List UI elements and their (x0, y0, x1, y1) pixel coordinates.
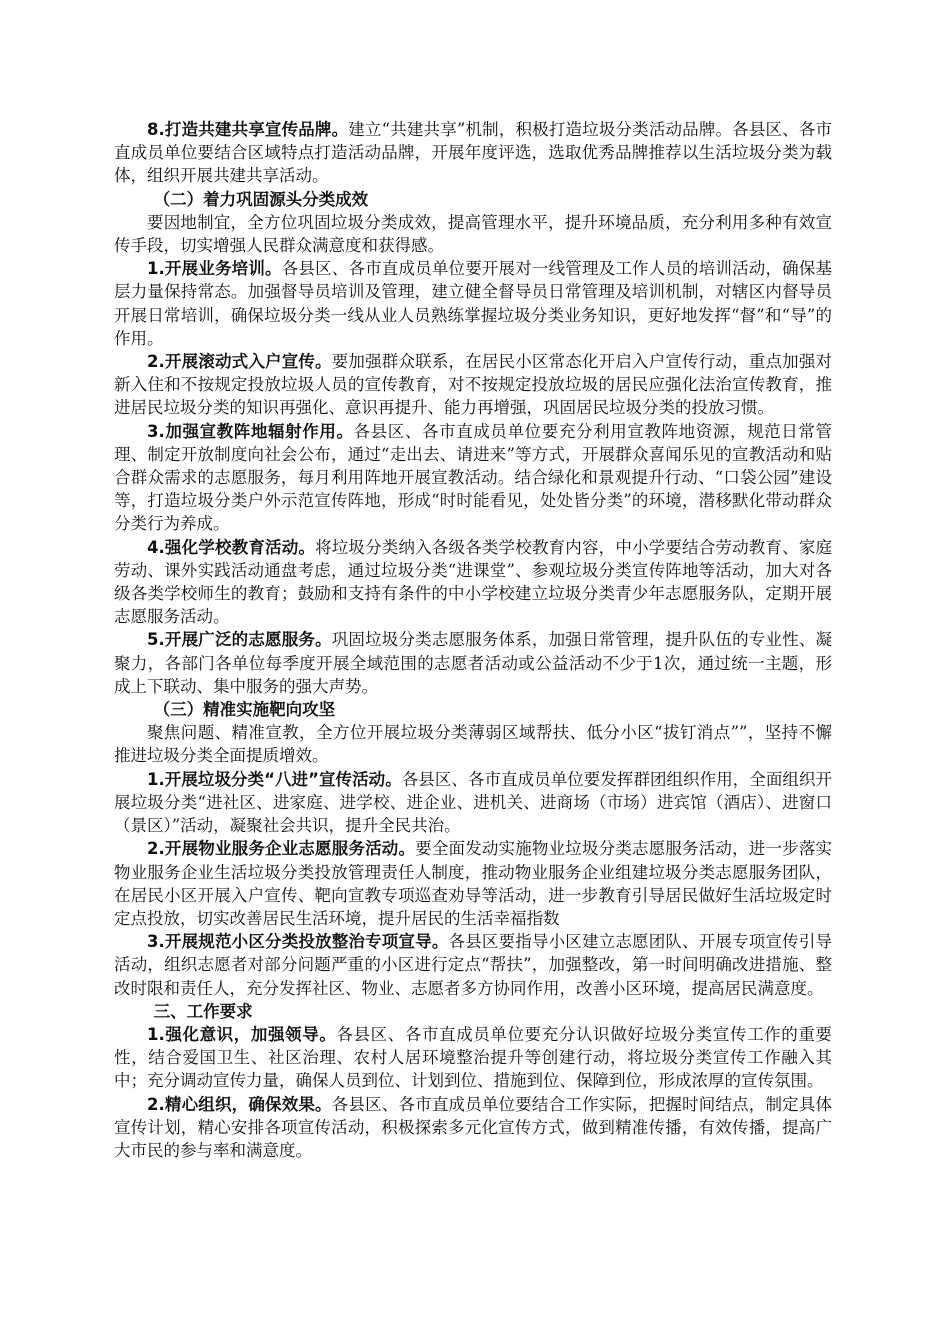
document-page (114, 118, 832, 1162)
paragraph-lead: 4.强化学校教育活动。 (147, 537, 316, 557)
paragraph (114, 118, 832, 188)
paragraph-lead: 2.开展滚动式入户宣传。 (147, 352, 332, 372)
paragraph-body: 巩固垃圾分类志愿服务体系，加强日常管理，提升队伍的专业性、凝聚力，各部门各单位每季度开展全域范围的志愿者活动或公益活动不少于1次，通过统一主题，形成上下联动、集中服务的强大声势。 (114, 630, 833, 696)
paragraph (114, 536, 832, 629)
paragraph (114, 768, 832, 838)
paragraph-body: 将垃圾分类纳入各级各类学校教育内容，中小学要结合劳动教育、家庭劳动、课外实践活动通盘考虑，通过垃圾分类“进课堂”、参观垃圾分类宣传阵地等活动，加大对各级各类学校师生的教育；鼓励和支持有条件的中小学校建立垃圾分类青少年志愿服务队，定期开展志愿服务活动。 (114, 537, 833, 627)
paragraph-body: 各县区、各市直成员单位要充分利用宣教阵地资源，规范日常管理、制定开放制度向社会公布，通过“走出去、请进来”等方式，开展群众喜闻乐见的宣教活动和贴合群众需求的志愿服务，每月利用阵地开展宣教活动。结合绿化和景观提升行动、“口袋公园”建设等，打造垃圾分类户外示范宣传阵地，形成“时时能看见，处处皆分类”的环境，潜移默化带动群众分类行为养成。 (114, 421, 833, 534)
paragraph-lead: 2.开展物业服务企业志愿服务活动。 (147, 839, 416, 859)
paragraph-lead: 3.加强宣教阵地辐射作用。 (147, 421, 354, 441)
paragraph (114, 420, 832, 536)
paragraph-body: 各县区、各市直成员单位要开展对一线管理及工作人员的培训活动，确保基层力量保持常态。加强督导员培训及管理，建立健全督导员日常管理及培训机制，对辖区内督导员开展日常培训，确保垃圾分类一线从业人员熟练掌握垃圾分类业务知识，更好地发挥“督”和“导”的作用。 (114, 259, 833, 348)
paragraph-lead: 1.强化意识，加强领导。 (147, 1024, 337, 1044)
section-heading: （三）精准实施靶向攻坚 (153, 700, 336, 720)
paragraph-lead: 1.开展垃圾分类“八进”宣传活动。 (147, 769, 402, 789)
section-heading: 三、工作要求 (153, 1001, 253, 1021)
paragraph-body: 各县区、各市直成员单位要结合工作实际，把握时间结点，制定具体宣传计划，精心安排各项宣传活动，积极探索多元化宣传方式，做到精准传播，有效传播，提高广大市民的参与率和满意度。 (114, 1094, 833, 1160)
paragraph-body: 各县区、各市直成员单位要发挥群团组织作用，全面组织开展垃圾分类“进社区、进家庭、进学校、进企业、进机关、进商场（市场）进宾馆（酒店）、进窗口（景区）”活动，凝聚社会共识，提升全民共治。 (114, 769, 833, 836)
paragraph-lead: 2.精心组织，确保效果。 (147, 1094, 332, 1114)
paragraph-body: 要加强群众联系，在居民小区常态化开启入户宣传行动，重点加强对新入住和不按规定投放垃圾人员的宣传教育，对不按规定投放垃圾的居民应强化法治宣传教育，推进居民垃圾分类的知识再强化、意识再提升、能力再增强，巩固居民垃圾分类的投放习惯。 (114, 352, 833, 418)
paragraph (114, 1023, 832, 1093)
paragraph-body: 各县区、各市直成员单位要充分认识做好垃圾分类宣传工作的重要性，结合爱国卫生、社区治理、农村人居环境整治提升等创建行动，将垃圾分类宣传工作融入其中；充分调动宣传力量，确保人员到位、计划到位、措施到位、保障到位，形成浓厚的宣传氛围。 (114, 1024, 833, 1091)
paragraph-body: 聚焦问题、精准宣教，全方位开展垃圾分类薄弱区域帮扶、低分小区“拔钉消点””，坚持不懈推进垃圾分类全面提质增效。 (114, 723, 832, 766)
paragraph (114, 211, 832, 257)
paragraph (114, 257, 832, 350)
section-heading: （二）着力巩固源头分类成效 (153, 189, 369, 209)
paragraph-lead: 1.开展业务培训。 (147, 259, 282, 279)
paragraph-lead: 5.开展广泛的志愿服务。 (147, 630, 332, 650)
paragraph (114, 930, 832, 1000)
paragraph (114, 837, 832, 930)
paragraph-body: 要全面发动实施物业垃圾分类志愿服务活动，进一步落实物业服务企业生活垃圾分类投放管理责任人制度，推动物业服务企业组建垃圾分类志愿服务团队，在居民小区开展入户宣传、靶向宣教专项巡查劝导等活动，进一步教育引导居民做好生活垃圾定时定点投放，切实改善居民生活环境，提升居民的生活幸福指数 (114, 839, 833, 928)
paragraph-lead: 3.开展规范小区分类投放整治专项宣导。 (147, 932, 449, 952)
paragraph-body: 建立“共建共享”机制，积极打造垃圾分类活动品牌。各县区、各市直成员单位要结合区域特点打造活动品牌，开展年度评选，选取优秀品牌推荐以生活垃圾分类为载体，组织开展共建共享活动。 (114, 120, 832, 186)
paragraph (114, 1093, 832, 1163)
paragraph (114, 350, 832, 420)
paragraph (114, 628, 832, 698)
paragraph-body: 各县区要指导小区建立志愿团队、开展专项宣传引导活动，组织志愿者对部分问题严重的小区进行定点“帮扶”，加强整改，第一时间明确改进措施、整改时限和责任人，充分发挥社区、物业、志愿者多方协同作用，改善小区环境，提高居民满意度。 (114, 932, 833, 998)
paragraph (114, 721, 832, 767)
paragraph-lead: 8.打造共建共享宣传品牌。 (147, 120, 349, 139)
paragraph-body: 要因地制宜，全方位巩固垃圾分类成效，提高管理水平，提升环境品质，充分利用多种有效宣传手段，切实增强人民群众满意度和获得感。 (114, 212, 832, 256)
